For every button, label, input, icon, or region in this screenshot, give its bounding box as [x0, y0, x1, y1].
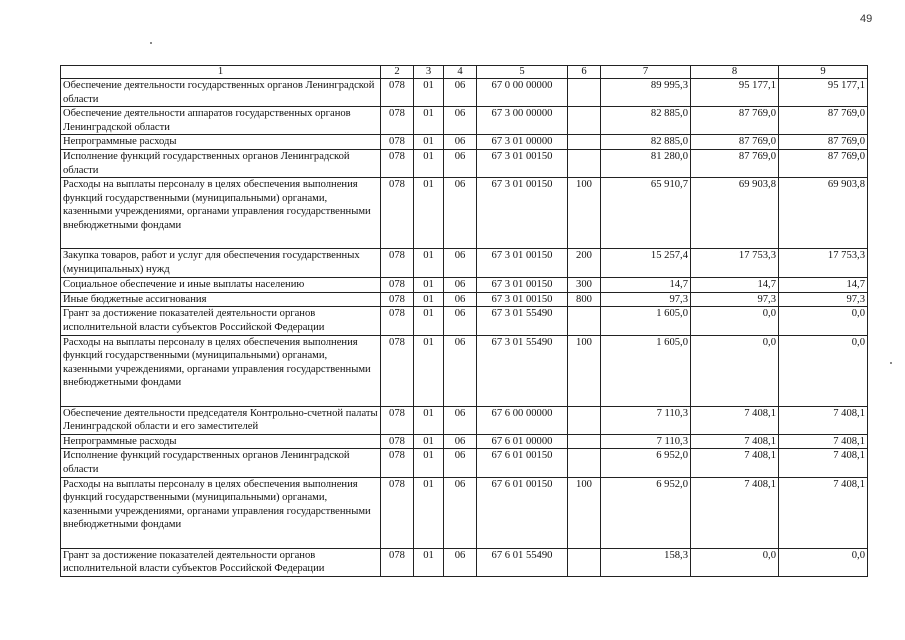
table-row: [61, 79, 868, 107]
column-header: 5: [477, 66, 568, 79]
cell-section: 01: [414, 548, 444, 576]
cell-section: 01: [414, 149, 444, 177]
cell-subsection: 06: [444, 477, 477, 548]
cell-subsection: 06: [444, 307, 477, 335]
cell-value-col9: 0,0: [779, 307, 868, 335]
cell-section: 01: [414, 307, 444, 335]
cell-value-col7: 6 952,0: [601, 477, 691, 548]
cell-ministry-code: 078: [381, 307, 414, 335]
cell-ministry-code: 078: [381, 278, 414, 293]
cell-expense-type: [568, 449, 601, 477]
cell-value-col8: 87 769,0: [691, 149, 779, 177]
column-header: 1: [61, 66, 381, 79]
cell-section: 01: [414, 477, 444, 548]
cell-target-item: 67 3 01 00000: [477, 135, 568, 150]
cell-subsection: 06: [444, 278, 477, 293]
cell-ministry-code: 078: [381, 406, 414, 434]
cell-value-col7: 6 952,0: [601, 449, 691, 477]
cell-ministry-code: 078: [381, 79, 414, 107]
table-row: [61, 548, 868, 576]
cell-subsection: 06: [444, 548, 477, 576]
cell-section: 01: [414, 406, 444, 434]
row-name: Обеспечение деятельности государственных органов Ленинградской области: [61, 79, 381, 107]
header-row: [61, 66, 868, 79]
cell-section: 01: [414, 79, 444, 107]
cell-subsection: 06: [444, 292, 477, 307]
cell-value-col9: 7 408,1: [779, 477, 868, 548]
cell-expense-type: [568, 107, 601, 135]
scan-speck: [150, 42, 152, 44]
cell-target-item: 67 6 01 55490: [477, 548, 568, 576]
cell-section: 01: [414, 292, 444, 307]
row-name: Обеспечение деятельности председателя Контрольно-счетной палаты Ленинградской области и его заместителей: [61, 406, 381, 434]
cell-target-item: 67 3 01 00150: [477, 292, 568, 307]
cell-ministry-code: 078: [381, 477, 414, 548]
cell-target-item: 67 3 01 00150: [477, 249, 568, 278]
cell-value-col8: 7 408,1: [691, 449, 779, 477]
cell-target-item: 67 6 01 00150: [477, 449, 568, 477]
cell-expense-type: [568, 434, 601, 449]
cell-value-col9: 95 177,1: [779, 79, 868, 107]
cell-value-col7: 7 110,3: [601, 434, 691, 449]
cell-value-col8: 69 903,8: [691, 178, 779, 249]
cell-expense-type: [568, 307, 601, 335]
cell-section: 01: [414, 434, 444, 449]
cell-subsection: 06: [444, 178, 477, 249]
row-name: Непрограммные расходы: [61, 135, 381, 150]
cell-value-col9: 17 753,3: [779, 249, 868, 278]
cell-section: 01: [414, 249, 444, 278]
cell-subsection: 06: [444, 434, 477, 449]
column-header: 6: [568, 66, 601, 79]
table-row: [61, 406, 868, 434]
cell-ministry-code: 078: [381, 292, 414, 307]
cell-target-item: 67 3 01 00150: [477, 278, 568, 293]
cell-value-col8: 95 177,1: [691, 79, 779, 107]
column-header: 8: [691, 66, 779, 79]
cell-value-col9: 69 903,8: [779, 178, 868, 249]
cell-target-item: 67 3 01 55490: [477, 335, 568, 406]
cell-ministry-code: 078: [381, 249, 414, 278]
table-row: [61, 135, 868, 150]
cell-value-col8: 7 408,1: [691, 434, 779, 449]
row-name: Закупка товаров, работ и услуг для обеспечения государственных (муниципальных) нужд: [61, 249, 381, 278]
cell-value-col7: 1 605,0: [601, 335, 691, 406]
cell-value-col7: 82 885,0: [601, 135, 691, 150]
cell-section: 01: [414, 178, 444, 249]
cell-target-item: 67 6 01 00000: [477, 434, 568, 449]
table-row: [61, 278, 868, 293]
cell-ministry-code: 078: [381, 135, 414, 150]
cell-value-col7: 14,7: [601, 278, 691, 293]
cell-subsection: 06: [444, 335, 477, 406]
cell-value-col7: 82 885,0: [601, 107, 691, 135]
cell-value-col7: 15 257,4: [601, 249, 691, 278]
cell-expense-type: [568, 79, 601, 107]
cell-expense-type: 100: [568, 178, 601, 249]
row-name: Расходы на выплаты персоналу в целях обеспечения выполнения функций государственными (муниципальными) органами, казенными учреждениями, органами управления государственными внебюджетными фондами: [61, 178, 381, 249]
cell-value-col8: 87 769,0: [691, 135, 779, 150]
column-header: 3: [414, 66, 444, 79]
column-header: 7: [601, 66, 691, 79]
cell-expense-type: [568, 149, 601, 177]
cell-section: 01: [414, 335, 444, 406]
cell-value-col9: 0,0: [779, 335, 868, 406]
cell-value-col8: 0,0: [691, 307, 779, 335]
table-row: [61, 477, 868, 548]
page-number: 49: [860, 13, 873, 25]
row-name: Иные бюджетные ассигнования: [61, 292, 381, 307]
cell-value-col8: 87 769,0: [691, 107, 779, 135]
column-header: 2: [381, 66, 414, 79]
cell-value-col9: 87 769,0: [779, 107, 868, 135]
cell-ministry-code: 078: [381, 449, 414, 477]
cell-value-col9: 97,3: [779, 292, 868, 307]
cell-subsection: 06: [444, 149, 477, 177]
row-name: Обеспечение деятельности аппаратов государственных органов Ленинградской области: [61, 107, 381, 135]
cell-subsection: 06: [444, 406, 477, 434]
cell-subsection: 06: [444, 449, 477, 477]
cell-value-col8: 7 408,1: [691, 406, 779, 434]
cell-value-col9: 14,7: [779, 278, 868, 293]
cell-section: 01: [414, 107, 444, 135]
cell-value-col8: 17 753,3: [691, 249, 779, 278]
cell-subsection: 06: [444, 135, 477, 150]
cell-target-item: 67 0 00 00000: [477, 79, 568, 107]
table-row: [61, 178, 868, 249]
cell-target-item: 67 6 00 00000: [477, 406, 568, 434]
row-name: Расходы на выплаты персоналу в целях обеспечения выполнения функций государственными (муниципальными) органами, казенными учреждениями, органами управления государственными внебюджетными фондами: [61, 335, 381, 406]
cell-expense-type: 100: [568, 335, 601, 406]
cell-value-col9: 7 408,1: [779, 449, 868, 477]
budget-table: [60, 65, 868, 577]
cell-section: 01: [414, 135, 444, 150]
row-name: Социальное обеспечение и иные выплаты населению: [61, 278, 381, 293]
cell-expense-type: [568, 135, 601, 150]
table-row: [61, 449, 868, 477]
row-name: Непрограммные расходы: [61, 434, 381, 449]
cell-expense-type: [568, 548, 601, 576]
cell-expense-type: 800: [568, 292, 601, 307]
cell-value-col7: 1 605,0: [601, 307, 691, 335]
cell-value-col9: 87 769,0: [779, 135, 868, 150]
cell-section: 01: [414, 449, 444, 477]
cell-value-col8: 14,7: [691, 278, 779, 293]
row-name: Исполнение функций государственных органов Ленинградской области: [61, 449, 381, 477]
table-row: [61, 434, 868, 449]
cell-value-col9: 7 408,1: [779, 434, 868, 449]
cell-expense-type: [568, 406, 601, 434]
cell-value-col8: 0,0: [691, 335, 779, 406]
cell-value-col8: 7 408,1: [691, 477, 779, 548]
table-row: [61, 149, 868, 177]
cell-value-col8: 0,0: [691, 548, 779, 576]
cell-section: 01: [414, 278, 444, 293]
cell-subsection: 06: [444, 79, 477, 107]
cell-value-col7: 89 995,3: [601, 79, 691, 107]
cell-ministry-code: 078: [381, 335, 414, 406]
table-row: [61, 107, 868, 135]
row-name: Грант за достижение показателей деятельности органов исполнительной власти субъектов Российской Федерации: [61, 548, 381, 576]
row-name: Грант за достижение показателей деятельности органов исполнительной власти субъектов Российской Федерации: [61, 307, 381, 335]
cell-value-col8: 97,3: [691, 292, 779, 307]
cell-ministry-code: 078: [381, 178, 414, 249]
cell-target-item: 67 3 00 00000: [477, 107, 568, 135]
cell-ministry-code: 078: [381, 434, 414, 449]
cell-value-col7: 158,3: [601, 548, 691, 576]
cell-target-item: 67 3 01 55490: [477, 307, 568, 335]
cell-value-col9: 87 769,0: [779, 149, 868, 177]
scan-speck: [890, 362, 892, 364]
cell-value-col9: 0,0: [779, 548, 868, 576]
column-header: 4: [444, 66, 477, 79]
cell-ministry-code: 078: [381, 149, 414, 177]
cell-ministry-code: 078: [381, 548, 414, 576]
cell-value-col7: 81 280,0: [601, 149, 691, 177]
cell-value-col7: 97,3: [601, 292, 691, 307]
cell-value-col9: 7 408,1: [779, 406, 868, 434]
row-name: Исполнение функций государственных органов Ленинградской области: [61, 149, 381, 177]
cell-expense-type: 200: [568, 249, 601, 278]
cell-subsection: 06: [444, 107, 477, 135]
cell-value-col7: 65 910,7: [601, 178, 691, 249]
cell-ministry-code: 078: [381, 107, 414, 135]
column-header: 9: [779, 66, 868, 79]
table-row: [61, 249, 868, 278]
table-row: [61, 335, 868, 406]
cell-target-item: 67 3 01 00150: [477, 178, 568, 249]
cell-expense-type: 100: [568, 477, 601, 548]
cell-subsection: 06: [444, 249, 477, 278]
cell-target-item: 67 6 01 00150: [477, 477, 568, 548]
table-row: [61, 307, 868, 335]
row-name: Расходы на выплаты персоналу в целях обеспечения выполнения функций государственными (муниципальными) органами, казенными учреждениями, органами управления государственными внебюджетными фондами: [61, 477, 381, 548]
table-row: [61, 292, 868, 307]
cell-value-col7: 7 110,3: [601, 406, 691, 434]
cell-expense-type: 300: [568, 278, 601, 293]
cell-target-item: 67 3 01 00150: [477, 149, 568, 177]
